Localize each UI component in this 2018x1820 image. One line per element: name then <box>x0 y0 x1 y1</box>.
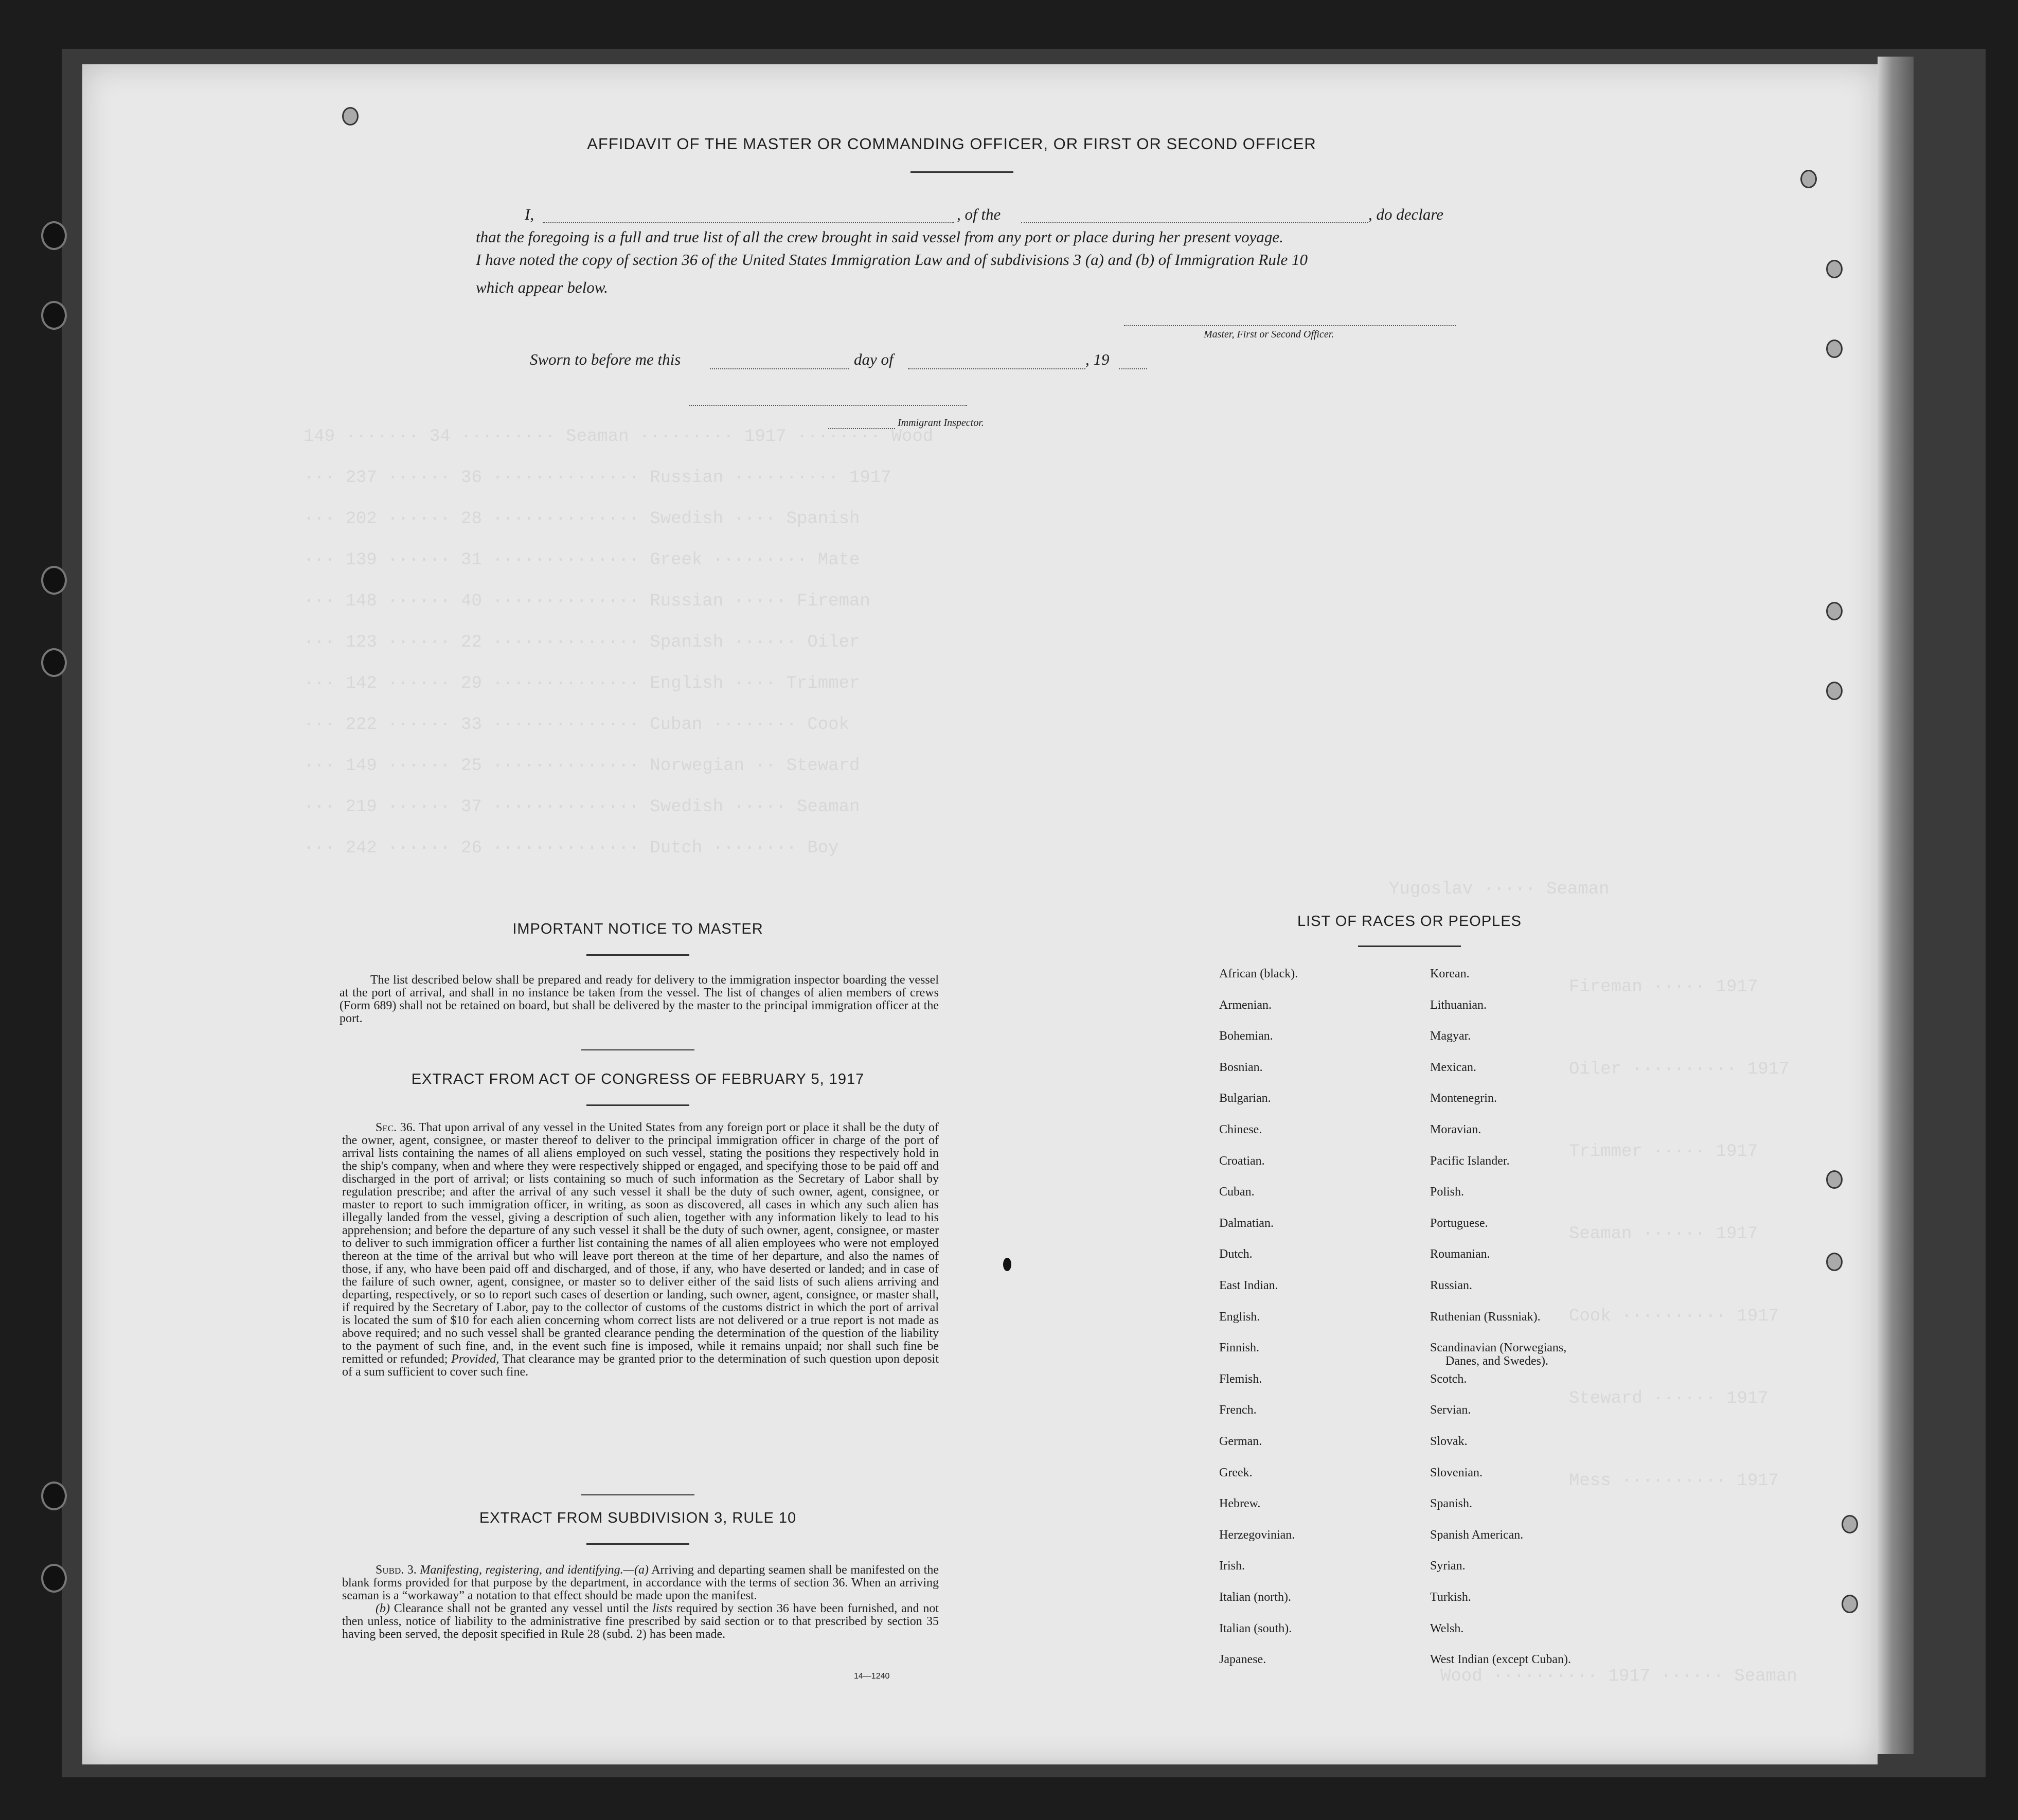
race-item: Dalmatian. <box>1219 1216 1274 1230</box>
race-item: Slovenian. <box>1430 1466 1483 1479</box>
race-item: African (black). <box>1219 967 1298 980</box>
race-item: Spanish American. <box>1430 1528 1524 1542</box>
race-item: Korean. <box>1430 967 1470 980</box>
race-item: Italian (south). <box>1219 1621 1292 1635</box>
inspector-signature-field[interactable] <box>689 405 967 406</box>
vessel-name-field[interactable] <box>1021 222 1368 223</box>
bleed-through-text: ··· 222 ······ 33 ·············· Cuban ········ Cook <box>303 715 849 735</box>
master-signature-field[interactable] <box>1124 325 1456 326</box>
extract-rule-title-rule <box>586 1543 689 1545</box>
sworn-year-field[interactable] <box>1119 368 1147 369</box>
race-item: West Indian (except Cuban). <box>1430 1653 1571 1667</box>
punch-hole-icon <box>1826 682 1843 700</box>
subd-heading: Manifesting, registering, and identifying.—(a) <box>420 1563 649 1577</box>
extract-act-title-rule <box>586 1104 689 1106</box>
bleed-through-text: Fireman ····· 1917 <box>1569 977 1758 997</box>
bleed-through-text: ··· 123 ······ 22 ·············· Spanish ······ Oiler <box>303 633 860 652</box>
bleed-through-text: Cook ·········· 1917 <box>1569 1307 1779 1326</box>
punch-hole-icon <box>1826 1253 1843 1271</box>
race-item: Greek. <box>1219 1466 1253 1479</box>
affidavit-i-label: I, <box>525 205 534 223</box>
sworn-prefix: Sworn to before me this <box>530 350 681 368</box>
binder-hole-icon <box>41 566 67 595</box>
binder-hole-icon <box>41 648 67 677</box>
race-item: Chinese. <box>1219 1123 1262 1136</box>
race-item: Bohemian. <box>1219 1029 1273 1043</box>
race-item: Polish. <box>1430 1185 1465 1199</box>
punch-hole-icon <box>1842 1595 1858 1613</box>
affidavit-of-the-label: , of the <box>957 205 1001 223</box>
notice-paragraph: The list described below shall be prepared and ready for delivery to the immigration inspector boarding the vessel at the port of arrival, and shall in no instance be taken from the vessel. The list of changes of alien members of crews (Form 689) shall not be retained on board, but shall be delivered by the master to the principal immigration officer at the port. <box>340 973 939 1025</box>
extract-act-paragraph <box>342 1121 939 1379</box>
race-item: Armenian. <box>1219 998 1272 1012</box>
race-item: French. <box>1219 1403 1257 1417</box>
race-item: Moravian. <box>1430 1123 1481 1136</box>
bleed-through-text: ··· 219 ······ 37 ·············· Swedish ····· Seaman <box>303 797 860 817</box>
race-item: Mexican. <box>1430 1060 1476 1074</box>
affidavit-title-rule <box>910 171 1013 173</box>
binder-hole-icon <box>41 1564 67 1593</box>
affidavit-title: AFFIDAVIT OF THE MASTER OR COMMANDING OFFICER, OR FIRST OR SECOND OFFICER <box>587 135 1316 153</box>
race-item: East Indian. <box>1219 1279 1278 1292</box>
b-label: (b) <box>376 1602 390 1615</box>
notice-text <box>340 974 939 1025</box>
subd-b-lists: lists <box>652 1602 673 1615</box>
bleed-through-text: Seaman ······ 1917 <box>1569 1224 1758 1244</box>
extract-act-title: EXTRACT FROM ACT OF CONGRESS OF FEBRUARY 5, 1917 <box>411 1071 865 1087</box>
binder-hole-icon <box>41 1482 67 1510</box>
punch-hole-icon <box>1826 340 1843 358</box>
page-stack-edge <box>1878 57 1914 1754</box>
bleed-through-text: ··· 242 ······ 26 ·············· Dutch ········ Boy <box>303 838 839 858</box>
notice-bottom-rule <box>581 1049 694 1050</box>
binder-hole-icon <box>41 221 67 250</box>
punch-hole-icon <box>1826 260 1843 278</box>
races-title: LIST OF RACES OR PEOPLES <box>1297 913 1522 930</box>
sworn-month-field[interactable] <box>908 368 1085 369</box>
race-item: Russian. <box>1430 1279 1473 1292</box>
race-item: Scandinavian (Norwegians, <box>1430 1341 1567 1355</box>
race-item: Pacific Islander. <box>1430 1154 1510 1168</box>
bleed-through-text: Yugoslav ····· Seaman <box>1389 880 1610 899</box>
punch-hole-icon <box>1842 1515 1858 1533</box>
punch-hole-icon <box>1826 602 1843 620</box>
race-item: Croatian. <box>1219 1154 1265 1168</box>
race-item: Bosnian. <box>1219 1060 1263 1074</box>
race-item: Lithuanian. <box>1430 998 1487 1012</box>
bleed-through-text: ··· 142 ······ 29 ·············· English ···· Trimmer <box>303 674 860 693</box>
section-36-text: That upon arrival of any vessel in the United States from any foreign port or place it shall be the duty of the owner, agent, consignee, or master thereof to deliver to the principal immigration officer in charge of the port of arrival lists containing the names of all aliens employed on such vessel, stating the positions they respectively hold in the ship's company, when and where they were respectively shipped or engaged, and specifying those to be paid off and discharged in the port of arrival; or lists containing so much of such information as the Secretary of Labor shall by regulation prescribe; and after the arrival of any such vessel it shall be the duty of such owner, agent, consignee, or master to report to such immigration officer, in writing, as soon as discovered, all cases in which any such alien has illegally landed from the vessel, giving a description of such alien, together with any information likely to lead to his apprehension; and before the departure of any such vessel it shall be the duty of such owner, agent, consignee, or master to deliver to such immigration officer a further list containing the names of all alien employees who were not employed thereon at the time of the arrival but who will leave port thereon at the time of her departure, and also the names of those, if any, who have been paid off and discharged, and of those, if any, who have deserted or landed; and in case of the failure of such owner, agent, consignee, or master so to deliver either of the said lists of such aliens arriving and departing, respectively, or so to report such cases of desertion or landing, such owner, agent, consignee, or master shall, if required by the Secretary of Labor, pay to the collector of customs of the customs district in which the port of arrival is located the sum of $10 for each alien concerning whom correct lists are not delivered or a true report is not made as above required; and no such vessel shall be granted clearance pending the determination of the question of the liability to the payment of such fine, and, in the event such fine is imposed, while it remains unpaid; nor shall such fine be remitted or refunded; <box>342 1121 939 1366</box>
race-item: Finnish. <box>1219 1341 1260 1355</box>
binder-hole-icon <box>41 301 67 330</box>
race-item: Dutch. <box>1219 1247 1253 1261</box>
punch-hole-icon <box>342 107 359 126</box>
bleed-through-text: Steward ······ 1917 <box>1569 1389 1769 1408</box>
section-label: Sec. 36. <box>376 1121 416 1134</box>
race-item: Portuguese. <box>1430 1216 1488 1230</box>
sworn-year-label: , 19 <box>1085 350 1110 368</box>
bleed-through-text: ··· 148 ······ 40 ·············· Russian ····· Fireman <box>303 592 870 611</box>
sworn-day-of-label: day of <box>854 350 894 368</box>
race-item: Servian. <box>1430 1403 1471 1417</box>
subd-a-text: Arriving and departing seamen shall be manifested on the blank forms provided for that purpose by the department, in accordance with the terms of section 36. When an arriving seaman is a “workaway” a notation to that effect should be made upon the manifest. <box>342 1563 939 1602</box>
race-item: Irish. <box>1219 1559 1245 1573</box>
bleed-through-text: Trimmer ····· 1917 <box>1569 1142 1758 1162</box>
bleed-through-text: ··· 149 ······ 25 ·············· Norwegian ·· Steward <box>303 756 860 776</box>
form-number: 14—1240 <box>854 1672 890 1681</box>
race-item: Italian (north). <box>1219 1591 1291 1604</box>
affidavit-declare-label: , do declare <box>1368 205 1444 223</box>
race-item: Ruthenian (Russniak). <box>1430 1310 1541 1324</box>
bleed-through-text: Wood ·········· 1917 ······ Seaman <box>1440 1667 1797 1686</box>
extract-act-text <box>342 1121 939 1379</box>
provided-text: That clearance may be granted prior to the determination of such question upon deposit of a sum sufficient to cover such fine. <box>342 1352 939 1379</box>
affidavit-line-3: I have noted the copy of section 36 of the United States Immigration Law and of subdivisions 3 (a) and (b) of Immigration Rule 10 <box>476 251 1308 269</box>
race-item: English. <box>1219 1310 1260 1324</box>
affidavit-line-2: that the foregoing is a full and true list of all the crew brought in said vessel from any port or place during her present voyage. <box>476 228 1283 246</box>
race-item: Hebrew. <box>1219 1497 1261 1511</box>
race-item: Japanese. <box>1219 1653 1266 1667</box>
extract-act-bottom-rule <box>581 1494 694 1495</box>
subd-b-text-2: required by section 36 have been furnished, and not then unless, notice of liability to the administrative fine prescribed by said section or to that prescribed by section 35 having been served, the deposit specified in Rule 28 (subd. 2) has been made. <box>342 1602 939 1641</box>
race-item: Danes, and Swedes). <box>1445 1354 1548 1368</box>
inspector-caption: Immigrant Inspector. <box>898 417 984 429</box>
sworn-day-field[interactable] <box>710 368 849 369</box>
notice-title: IMPORTANT NOTICE TO MASTER <box>512 921 763 937</box>
provided-label: Provided, <box>451 1352 499 1366</box>
bleed-through-text: Oiler ·········· 1917 <box>1569 1060 1790 1079</box>
ink-speck <box>1003 1258 1011 1271</box>
affidavit-line-4: which appear below. <box>476 278 608 296</box>
race-item: Magyar. <box>1430 1029 1471 1043</box>
subdivision-b-paragraph <box>342 1602 939 1641</box>
race-item: Scotch. <box>1430 1372 1467 1386</box>
race-item: German. <box>1219 1435 1262 1448</box>
bleed-through-text: ··· 202 ······ 28 ·············· Swedish ···· Spanish <box>303 509 860 529</box>
subd-b-text-1: Clearance shall not be granted any vessel until the <box>394 1602 649 1615</box>
bleed-through-text: Mess ·········· 1917 <box>1569 1471 1779 1491</box>
affiant-name-field[interactable] <box>543 222 954 223</box>
race-item: Roumanian. <box>1430 1247 1490 1261</box>
extract-rule-text <box>342 1564 939 1641</box>
race-item: Turkish. <box>1430 1591 1471 1604</box>
race-item: Welsh. <box>1430 1621 1464 1635</box>
race-item: Slovak. <box>1430 1435 1468 1448</box>
notice-title-rule <box>586 954 689 956</box>
race-item: Spanish. <box>1430 1497 1473 1511</box>
punch-hole-icon <box>1826 1170 1843 1189</box>
race-item: Syrian. <box>1430 1559 1466 1573</box>
bleed-through-text: 149 ······· 34 ········· Seaman ········· 1917 ········ Wood <box>303 427 934 447</box>
master-signature-caption: Master, First or Second Officer. <box>1204 329 1334 340</box>
bleed-through-text: ··· 139 ······ 31 ·············· Greek ········· Mate <box>303 550 860 570</box>
race-item: Bulgarian. <box>1219 1092 1271 1105</box>
races-title-rule <box>1358 945 1461 947</box>
race-item: Cuban. <box>1219 1185 1255 1199</box>
race-item: Herzegovinian. <box>1219 1528 1295 1542</box>
extract-rule-title: EXTRACT FROM SUBDIVISION 3, RULE 10 <box>479 1510 797 1526</box>
subdivision-a-paragraph <box>342 1564 939 1602</box>
race-item: Montenegrin. <box>1430 1092 1497 1105</box>
bleed-through-text: ··· 237 ······ 36 ·············· Russian ·········· 1917 <box>303 468 891 488</box>
race-item: Flemish. <box>1219 1372 1262 1386</box>
subd-label: Subd. 3. <box>376 1563 417 1577</box>
punch-hole-icon <box>1800 170 1817 188</box>
